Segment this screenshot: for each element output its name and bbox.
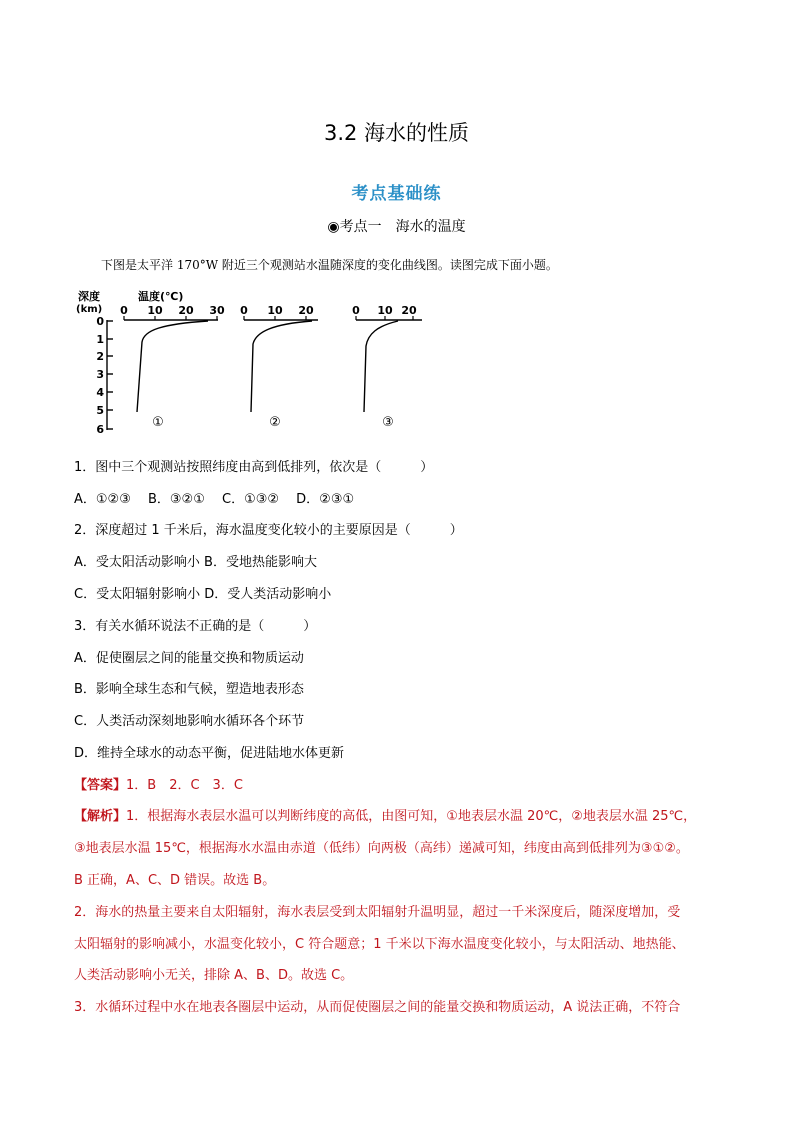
station-2-tick-1: 10 (267, 304, 283, 317)
analysis-line-4: 2．海水的热量主要来自太阳辐射，海水表层受到太阳辐射升温明显，超过一千米深度后，随深度增加，受 (74, 905, 681, 920)
depth-axis-ticks (107, 321, 113, 429)
question-3-stem: 3．有关水循环说法不正确的是（ ） (74, 619, 317, 634)
depth-axis-label: 深度 (78, 290, 100, 303)
station-3-panel (352, 304, 422, 430)
page-title: 3.2 海水的性质 (323, 121, 470, 145)
analysis-line-7: 3．水循环过程中水在地表各圈层中运动，从而促使圈层之间的能量交换和物质运动，A 说法正确，不符合 (74, 1000, 681, 1015)
subsection-marker: ◉考点一 (327, 219, 382, 235)
temperature-depth-figure (72, 284, 417, 439)
analysis-text-1: 1．根据海水表层水温可以判断纬度的高低，由图可知，①地表层水温 20℃，②地表层水温 25℃， (126, 809, 697, 824)
station-1-tick-0: 0 (120, 304, 128, 317)
answer-line (74, 774, 243, 793)
analysis-line-5: 太阳辐射的影响减小，水温变化较小，C 符合题意；1 千米以下海水温度变化较小，与太阳活动、地热能、 (74, 937, 685, 952)
station-1-tick-2: 20 (178, 304, 194, 317)
question-2-option-row-2: C．受太阳辐射影响小 D．受人类活动影响小 (74, 587, 332, 602)
depth-tick-2: 2 (96, 350, 104, 363)
station-3-tick-2: 20 (401, 304, 417, 317)
question-3-option-a: A．促使圈层之间的能量交换和物质运动 (74, 651, 304, 666)
station-2-panel (240, 304, 318, 430)
station-1-curve (137, 321, 208, 412)
station-2-curve (251, 321, 312, 412)
question-2-stem: 2．深度超过 1 千米后，海水温度变化较小的主要原因是（ ） (74, 523, 463, 538)
analysis-line-2: ③地表层水温 15℃，根据海水水温由赤道（低纬）向两极（高纬）递减可知，纬度由高到低排列为③①②。 (74, 841, 689, 856)
intro-text: 下图是太平洋 170°W 附近三个观测站水温随深度的变化曲线图。读图完成下面小题。 (101, 258, 558, 272)
depth-tick-4: 4 (96, 386, 104, 399)
depth-tick-1: 1 (96, 333, 104, 346)
answer-text: 1．B 2．C 3．C (126, 778, 243, 793)
question-3-option-b: B．影响全球生态和气候，塑造地表形态 (74, 682, 304, 697)
station-2-tick-0: 0 (240, 304, 248, 317)
temp-axis-label: 温度(℃) (138, 290, 184, 303)
depth-axis-unit: (km) (76, 304, 103, 315)
station-3-label: ③ (382, 415, 394, 430)
question-1-options: A．①②③ B．③②① C．①③② D．②③① (74, 492, 355, 507)
station-1-tick-3: 30 (209, 304, 225, 317)
station-3-tick-0: 0 (352, 304, 360, 317)
depth-tick-6: 6 (96, 423, 104, 436)
station-3-curve (364, 321, 398, 412)
answer-label: 【答案】 (74, 778, 127, 793)
subsection-heading (0, 216, 793, 236)
question-3-option-d: D．维持全球水的动态平衡，促进陆地水体更新 (74, 746, 345, 761)
analysis-line-6: 人类活动影响小无关，排除 A、B、D。故选 C。 (74, 968, 354, 983)
depth-tick-5: 5 (96, 404, 104, 417)
analysis-line-1 (74, 805, 696, 824)
station-1-label: ① (152, 415, 164, 430)
analysis-label: 【解析】 (74, 809, 127, 824)
section-heading: 考点基础练 (351, 184, 442, 204)
station-2-tick-2: 20 (298, 304, 314, 317)
subsection-topic: 海水的温度 (395, 219, 466, 235)
station-2-label: ② (269, 415, 281, 430)
question-3-option-c: C．人类活动深刻地影响水循环各个环节 (74, 714, 305, 729)
station-1-tick-1: 10 (147, 304, 163, 317)
depth-tick-0: 0 (96, 315, 104, 328)
depth-tick-3: 3 (96, 368, 104, 381)
station-3-tick-1: 10 (377, 304, 393, 317)
question-1-stem: 1．图中三个观测站按照纬度由高到低排列，依次是（ ） (74, 460, 434, 475)
analysis-line-3: B 正确，A、C、D 错误。故选 B。 (74, 873, 276, 888)
question-2-option-row-1: A．受太阳活动影响小 B．受地热能影响大 (74, 555, 317, 570)
station-1-panel (120, 304, 225, 430)
